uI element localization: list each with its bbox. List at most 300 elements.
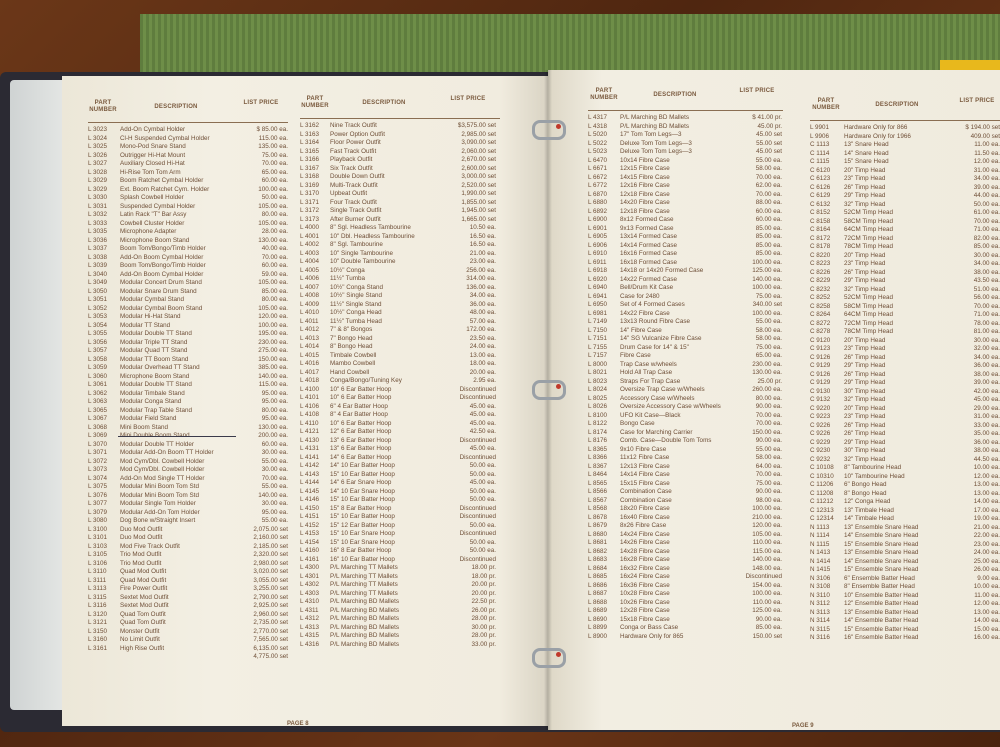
list-price: 71.00 ea. xyxy=(973,226,1000,233)
table-row xyxy=(588,199,783,208)
part-number: C 9132 xyxy=(810,396,831,403)
table-row xyxy=(810,379,1000,388)
part-number: N 3113 xyxy=(810,608,830,616)
table-row xyxy=(588,344,783,353)
table-row xyxy=(588,531,783,540)
part-number: L 3062 xyxy=(88,389,108,397)
list-price: Discontinued xyxy=(459,504,496,512)
list-price: 55.00 ea. xyxy=(755,318,782,325)
item-description: Combination Case xyxy=(620,488,672,495)
table-row xyxy=(810,345,1000,354)
part-number: C 8229 xyxy=(810,277,831,284)
item-description: P/L Marching BD Mallets xyxy=(330,632,400,639)
list-price: 16.50 ea. xyxy=(469,232,496,240)
table-row xyxy=(810,226,1000,235)
item-description: Modular Trap Table Stand xyxy=(120,406,192,414)
item-description: 16x24 Fibre Case xyxy=(620,573,670,580)
table-row xyxy=(588,437,783,446)
list-price: 75.00 ea. xyxy=(755,292,782,300)
item-description: 23" Timp Head xyxy=(844,175,886,182)
table-row xyxy=(88,509,288,518)
item-description: Mod Cym/Dbl. Cowbell Holder xyxy=(120,457,205,465)
list-price: 90.00 ea. xyxy=(755,488,782,495)
item-description: 10x28 Fibre Case xyxy=(620,590,670,597)
price-column-1 xyxy=(88,88,288,726)
item-description: 7" & 8" Bongos xyxy=(330,326,373,333)
item-description: 26" Timp Head xyxy=(844,353,886,361)
part-number: L 3059 xyxy=(88,364,108,371)
table-row xyxy=(88,203,288,212)
part-number: L 6671 xyxy=(588,165,608,172)
item-description: 12x28 Fibre Case xyxy=(620,607,670,614)
part-number: L 9901 xyxy=(810,124,830,131)
table-row xyxy=(588,301,783,310)
list-price: 85.00 ea. xyxy=(755,224,782,232)
item-description: 13" Ensemble Batter Head xyxy=(844,608,919,616)
table-row xyxy=(810,456,1000,465)
list-price: 10.50 ea. xyxy=(469,224,496,231)
part-number: L 5022 xyxy=(588,139,608,147)
list-price: 120.00 ea. xyxy=(258,313,288,320)
part-number: C 6120 xyxy=(810,166,831,174)
list-price: 39.00 ea. xyxy=(973,183,1000,191)
list-price: 70.00 ea. xyxy=(261,253,288,261)
table-row xyxy=(88,228,288,237)
table-row xyxy=(588,539,783,548)
table-row xyxy=(588,250,783,259)
list-price: 58.00 ea. xyxy=(755,454,782,461)
list-price: 120.00 ea. xyxy=(752,522,782,529)
table-row xyxy=(300,360,500,369)
part-number: C 9226 xyxy=(810,421,831,429)
list-price: 10.00 ea. xyxy=(973,464,1000,471)
part-number: L 8365 xyxy=(588,445,608,453)
list-price: 14.00 ea. xyxy=(973,498,1000,505)
table-row xyxy=(300,343,500,352)
part-number: L 4017 xyxy=(300,368,320,376)
part-number: C 12313 xyxy=(810,506,834,514)
table-row xyxy=(588,446,783,455)
table-row xyxy=(300,411,500,420)
table-row xyxy=(300,258,500,267)
item-description: 12x13 Fibre Case xyxy=(620,462,670,470)
ring-marker-top xyxy=(556,124,561,129)
part-number: L 3068 xyxy=(88,423,108,431)
part-number: L 3051 xyxy=(88,296,108,303)
item-description: 20" Timp Head xyxy=(844,166,886,174)
header-list-price: LIST PRICE xyxy=(243,100,279,106)
list-price: Discontinued xyxy=(459,453,496,461)
part-number: L 3121 xyxy=(88,619,108,626)
table-row xyxy=(300,224,500,233)
list-price: 23.50 ea. xyxy=(469,334,496,342)
item-description: Boom Tom/Bongo/Timb Holder xyxy=(120,262,206,269)
table-row xyxy=(810,396,1000,405)
item-description: Add-On Boom Cymbal Holder xyxy=(120,253,204,261)
list-price: 2,960.00 set xyxy=(253,610,288,618)
list-price: 230.00 ea. xyxy=(752,360,782,368)
table-row xyxy=(300,156,500,165)
table-row xyxy=(300,505,500,514)
table-row xyxy=(300,131,500,140)
part-number: C 1115 xyxy=(810,158,830,165)
item-description: 10" 6 Ear Batter Hoop xyxy=(330,394,392,401)
part-number: L 8122 xyxy=(588,420,608,427)
price-column-4 xyxy=(810,86,1000,726)
part-number: L 4131 xyxy=(300,445,320,452)
item-description: 26" Timp Head xyxy=(844,268,886,276)
part-number: L 4004 xyxy=(300,258,320,265)
table-row xyxy=(810,124,1000,133)
item-description: 30" Timp Head xyxy=(844,387,886,395)
table-row xyxy=(588,624,783,633)
header-list-price: LIST PRICE xyxy=(959,98,995,104)
table-row xyxy=(588,276,783,285)
part-number: C 9223 xyxy=(810,413,831,420)
list-price: 85.00 ea. xyxy=(755,233,782,240)
item-description: Cowbell Cluster Holder xyxy=(120,219,185,227)
part-number: L 3063 xyxy=(88,398,108,405)
list-price: 130.00 ea. xyxy=(752,369,782,376)
part-number: L 4010 xyxy=(300,309,320,316)
list-price: 45.00 set xyxy=(756,131,782,138)
part-number: L 4015 xyxy=(300,351,320,359)
table-row xyxy=(88,424,288,433)
part-number: L 6900 xyxy=(588,216,608,223)
list-price: 12.00 ea. xyxy=(973,600,1000,607)
table-row xyxy=(810,609,1000,618)
item-description: Four Track Outfit xyxy=(330,198,377,206)
list-price: 2,520.00 set xyxy=(461,181,496,189)
item-description: Hi-Rise Tom Tom Arm xyxy=(120,168,181,176)
item-description: 14x18 or 14x20 Formed Case xyxy=(620,267,704,274)
part-number: C 9120 xyxy=(810,336,831,344)
table-row xyxy=(300,556,500,565)
part-number: L 6940 xyxy=(588,284,608,291)
item-description: 10" 6 Ear Batter Hoop xyxy=(330,419,392,427)
part-number: L 4160 xyxy=(300,547,320,554)
item-description: Straps For Trap Case xyxy=(620,377,681,385)
part-number: L 4313 xyxy=(300,623,320,631)
part-number: L 4006 xyxy=(300,275,320,282)
item-description: 15" 10 Ear Batter Hoop xyxy=(330,513,395,520)
table-row xyxy=(300,530,500,539)
part-number: N 1115 xyxy=(810,540,830,548)
part-number: C 1113 xyxy=(810,141,830,148)
table-row xyxy=(810,388,1000,397)
list-price: 85.00 ea. xyxy=(755,250,782,257)
item-description: Microphone Boom Stand xyxy=(120,372,190,380)
list-price: 55.00 set xyxy=(756,139,782,147)
item-description: 10" Dbl. Headless Tambourine xyxy=(330,232,415,240)
item-description: 14" Ensemble Batter Head xyxy=(844,617,919,624)
part-number: L 6911 xyxy=(588,258,607,266)
table-row xyxy=(810,133,1000,142)
part-number: N 3116 xyxy=(810,634,830,641)
header-part-number: PART NUMBER xyxy=(812,98,840,111)
part-number: C 9226 xyxy=(810,430,831,437)
table-row xyxy=(810,286,1000,295)
part-number: L 8680 xyxy=(588,530,608,538)
list-price: 70.00 ea. xyxy=(755,190,782,198)
item-description: 72CM Timp Head xyxy=(844,234,893,242)
table-row xyxy=(300,437,500,446)
list-price: 140.00 ea. xyxy=(258,372,288,380)
list-price: Discontinued xyxy=(459,513,496,520)
list-price: 18.00 pr. xyxy=(471,564,496,571)
table-row xyxy=(88,636,288,645)
list-price: 4,775.00 set xyxy=(253,653,288,660)
part-number: L 7155 xyxy=(588,343,608,351)
part-number: L 6950 xyxy=(588,301,608,308)
table-row xyxy=(810,277,1000,286)
list-price: 15.00 ea. xyxy=(973,625,1000,633)
part-number: L 6901 xyxy=(588,224,608,232)
part-number: C 8258 xyxy=(810,302,831,310)
table-row xyxy=(588,174,783,183)
table-row xyxy=(810,583,1000,592)
list-price: 44.00 ea. xyxy=(973,192,1000,199)
part-number: L 3074 xyxy=(88,474,108,482)
table-row xyxy=(88,237,288,246)
part-number: L 8681 xyxy=(588,539,608,546)
part-number: L 3165 xyxy=(300,147,320,155)
table-row xyxy=(88,211,288,220)
part-number: L 3168 xyxy=(300,173,320,180)
part-number: L 3028 xyxy=(88,168,108,176)
item-description: 16" Ensemble Batter Head xyxy=(844,634,919,641)
part-number: L 4318 xyxy=(588,122,608,130)
table-row xyxy=(588,488,783,497)
item-description: Microphone Boom Stand xyxy=(120,236,190,244)
table-row xyxy=(88,339,288,348)
list-price: 1,665.00 set xyxy=(461,215,496,223)
table-row xyxy=(88,449,288,458)
table-row xyxy=(588,165,783,174)
list-price: 70.00 ea. xyxy=(261,474,288,482)
item-description: 8" Ensemble Batter Head xyxy=(844,583,915,590)
item-description: 8" Tambourine Head xyxy=(844,464,902,471)
part-number: L 8568 xyxy=(588,505,608,512)
table-row xyxy=(588,403,783,412)
item-description: Modular Add-On Boom TT Holder xyxy=(120,449,214,456)
item-description: Microphone Adapter xyxy=(120,228,177,235)
price-column-3 xyxy=(588,76,783,716)
item-description: 13" Ensemble Snare Head xyxy=(844,523,919,531)
item-description: 15x18 Fibre Case xyxy=(620,615,670,623)
ring-marker-middle xyxy=(556,384,561,389)
list-price: Discontinued xyxy=(745,573,782,580)
list-price: 50.00 ea. xyxy=(469,487,496,495)
item-description: 29" Timp Head xyxy=(844,362,886,369)
part-number: L 4146 xyxy=(300,496,320,503)
part-number: L 3077 xyxy=(88,500,108,507)
item-description: Modular Double TT Holder xyxy=(120,440,194,448)
table-row xyxy=(88,330,288,339)
item-description: 15" Ensemble Snare Head xyxy=(844,566,919,573)
item-description: 58CM Timp Head xyxy=(844,302,893,310)
list-price: 45.00 ea. xyxy=(469,411,496,418)
list-price: 195.00 ea. xyxy=(258,330,288,337)
page-gutter xyxy=(544,70,552,730)
part-number: C 9126 xyxy=(810,370,831,378)
item-description: 12x16 Fibre Case xyxy=(620,182,670,189)
table-row xyxy=(810,634,1000,643)
list-price: 2,985.00 set xyxy=(461,130,496,138)
table-row xyxy=(588,131,783,140)
part-number: L 3072 xyxy=(88,457,108,465)
list-price: 3,090.00 set xyxy=(461,139,496,146)
part-number: L 4151 xyxy=(300,513,320,520)
table-row xyxy=(88,577,288,586)
table-row xyxy=(88,296,288,305)
table-row xyxy=(810,498,1000,507)
item-description: Nine Track Outfit xyxy=(330,122,377,129)
table-row xyxy=(88,271,288,280)
part-number: C 6123 xyxy=(810,175,831,182)
part-number: C 8232 xyxy=(810,285,831,293)
table-row xyxy=(810,167,1000,176)
item-description: 16" 8 Ear Batter Hoop xyxy=(330,547,392,554)
list-price: 64.00 ea. xyxy=(755,462,782,470)
part-number: L 3172 xyxy=(300,207,320,214)
part-number: L 4002 xyxy=(300,241,320,248)
item-description: 12x18 Fibre Case xyxy=(620,207,670,215)
table-row xyxy=(588,310,783,319)
item-description: 10" Double Tambourine xyxy=(330,258,396,265)
list-price: 33.00 pr. xyxy=(471,640,496,648)
item-description: P/L Marching BD Mallets xyxy=(330,623,400,631)
table-row xyxy=(810,320,1000,329)
table-row xyxy=(810,464,1000,473)
part-number: L 7157 xyxy=(588,352,608,359)
table-row xyxy=(88,220,288,229)
part-number: L 4317 xyxy=(588,114,608,121)
item-description: 16" 10 Ear Batter Hoop xyxy=(330,555,395,563)
part-number: L 3166 xyxy=(300,156,320,163)
list-price: 100.00 ea. xyxy=(752,505,782,512)
table-row xyxy=(810,192,1000,201)
part-number: L 3163 xyxy=(300,130,320,138)
item-description: UFO Kit Case—Black xyxy=(620,411,681,419)
list-price: 55.00 ea. xyxy=(261,457,288,465)
table-row xyxy=(588,225,783,234)
part-number: L 4316 xyxy=(300,640,320,648)
item-description: Quad Mod Outfit xyxy=(120,568,167,575)
list-price: 45.00 pr. xyxy=(757,122,782,130)
item-description: Multi-Track Outfit xyxy=(330,181,378,189)
part-number: L 4009 xyxy=(300,300,320,308)
item-description: Mono-Pod Snare Stand xyxy=(120,143,186,150)
list-price: 150.00 ea. xyxy=(258,355,288,363)
list-price: 2.95 ea. xyxy=(473,377,496,384)
part-number: L 3169 xyxy=(300,181,320,189)
list-price: 81.00 ea. xyxy=(973,328,1000,335)
pen-strikethrough xyxy=(118,436,236,437)
table-row xyxy=(88,313,288,322)
part-number: L 3069 xyxy=(88,432,108,439)
part-number: L 3065 xyxy=(88,406,108,414)
item-description: Modular Single Tom Holder xyxy=(120,500,196,507)
table-row xyxy=(810,235,1000,244)
item-description: Quad Tom Outfit xyxy=(120,610,166,618)
part-number: L 4007 xyxy=(300,283,320,291)
item-description: Add-On Mod Single TT Holder xyxy=(120,474,205,482)
item-description: 16x16 Formed Case xyxy=(620,250,678,257)
part-number: L 4008 xyxy=(300,292,320,299)
part-number: N 1415 xyxy=(810,566,831,573)
item-description: 14x14 Formed Case xyxy=(620,241,678,249)
item-description: Outrigger Hi-Hat Mount xyxy=(120,151,186,159)
table-row xyxy=(588,412,783,421)
list-price: 45.00 set xyxy=(756,148,782,155)
plastic-sleeve xyxy=(10,80,70,710)
list-price: 12.00 ea. xyxy=(973,158,1000,165)
table-row xyxy=(300,377,500,386)
table-row xyxy=(810,184,1000,193)
table-row xyxy=(88,602,288,611)
item-description: Floor Power Outfit xyxy=(330,139,381,146)
table-row xyxy=(810,354,1000,363)
table-row xyxy=(588,633,783,642)
table-row xyxy=(88,475,288,484)
part-number: L 8687 xyxy=(588,590,608,597)
item-description: 20" Timp Head xyxy=(844,251,886,259)
table-row xyxy=(810,303,1000,312)
table-row xyxy=(300,428,500,437)
part-number: L 4302 xyxy=(300,581,320,588)
part-number: L 3150 xyxy=(88,627,108,635)
part-number: L 3071 xyxy=(88,449,108,456)
item-description: Add-On Cymbal Holder xyxy=(120,126,186,133)
table-row xyxy=(588,123,783,132)
part-number: L 3036 xyxy=(88,236,108,244)
part-number: L 8176 xyxy=(588,437,608,444)
part-number: L 3113 xyxy=(88,585,107,592)
table-row xyxy=(88,526,288,535)
page-number-right: PAGE 9 xyxy=(792,723,814,729)
part-number: L 3037 xyxy=(88,245,108,252)
table-row xyxy=(588,616,783,625)
item-description: Modular Field Stand xyxy=(120,415,177,422)
list-price: 20.00 pr. xyxy=(471,581,496,588)
list-price: 31.00 ea. xyxy=(973,166,1000,174)
item-description: 14x22 Formed Case xyxy=(620,275,678,283)
item-description: 32" Timp Head xyxy=(844,285,886,293)
item-description: 8" 4 Ear Batter Hoop xyxy=(330,411,388,418)
list-price: 85.00 ea. xyxy=(755,241,782,249)
list-price: 2,925.00 set xyxy=(253,602,288,609)
table-row xyxy=(300,632,500,641)
part-number: N 1414 xyxy=(810,557,831,565)
table-row xyxy=(300,292,500,301)
list-price: 50.00 ea. xyxy=(469,462,496,469)
list-price: 29.00 ea. xyxy=(973,404,1000,412)
part-number: L 5020 xyxy=(588,131,608,138)
list-price: 75.00 ea. xyxy=(261,151,288,159)
part-number: C 8226 xyxy=(810,268,831,276)
part-number: N 3115 xyxy=(810,625,830,633)
list-price: 65.00 ea. xyxy=(755,352,782,359)
item-description: Quad Tom Outfit xyxy=(120,619,166,626)
table-row xyxy=(300,420,500,429)
part-number: L 3079 xyxy=(88,508,108,516)
table-row xyxy=(300,598,500,607)
part-number: L 8000 xyxy=(588,360,608,368)
table-row xyxy=(300,216,500,225)
item-description: Hardware Only for 865 xyxy=(620,632,684,640)
item-description: 14" Ensemble Snare Head xyxy=(844,532,919,539)
